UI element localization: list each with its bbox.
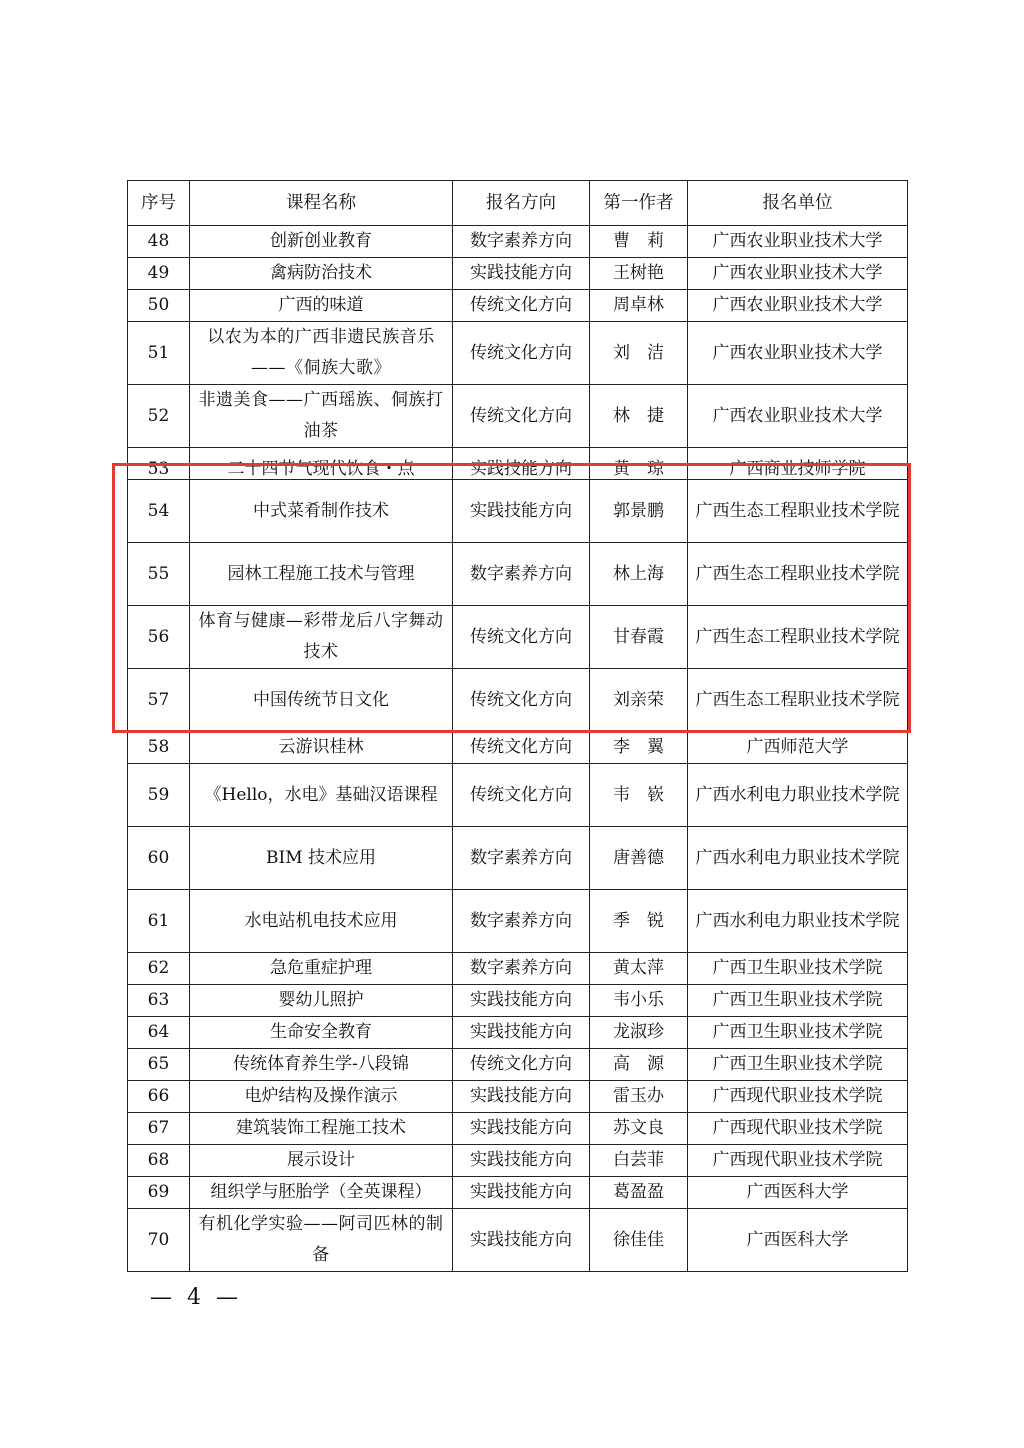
cell-direction: 实践技能方向	[453, 1113, 590, 1145]
cell-no: 65	[128, 1049, 190, 1081]
cell-author: 苏文良	[590, 1113, 688, 1145]
cell-direction: 数字素养方向	[453, 953, 590, 985]
header-direction: 报名方向	[453, 181, 590, 226]
cell-course: 以农为本的广西非遗民族音乐——《侗族大歌》	[190, 322, 453, 385]
cell-author: 徐佳佳	[590, 1209, 688, 1272]
table-row	[128, 1209, 908, 1272]
table-row	[128, 985, 908, 1017]
cell-text: 黄 琼	[613, 459, 664, 479]
cell-course: 广西的味道	[190, 290, 453, 322]
cell-unit	[688, 448, 908, 480]
cell-author: 郭景鹏	[590, 480, 688, 543]
cell-unit: 广西水利电力职业技术学院	[688, 890, 908, 953]
cell-unit: 广西生态工程职业技术学院	[688, 606, 908, 669]
header-author: 第一作者	[590, 181, 688, 226]
table-row	[128, 953, 908, 985]
cell-unit: 广西生态工程职业技术学院	[688, 480, 908, 543]
cell-direction: 数字素养方向	[453, 226, 590, 258]
table-row	[128, 258, 908, 290]
cell-text: 广西商业技师学院	[729, 459, 866, 479]
table-row	[128, 606, 908, 669]
cell-unit: 广西卫生职业技术学院	[688, 953, 908, 985]
cell-unit: 广西农业职业技术大学	[688, 290, 908, 322]
cell-unit: 广西卫生职业技术学院	[688, 1049, 908, 1081]
cell-no: 61	[128, 890, 190, 953]
cell-direction: 传统文化方向	[453, 385, 590, 448]
header-no: 序号	[128, 181, 190, 226]
cell-no: 59	[128, 764, 190, 827]
cell-author: 雷玉办	[590, 1081, 688, 1113]
table-row	[128, 480, 908, 543]
course-table	[127, 180, 908, 1272]
cell-course: 组织学与胚胎学（全英课程）	[190, 1177, 453, 1209]
cell-course: 婴幼儿照护	[190, 985, 453, 1017]
cell-direction: 数字素养方向	[453, 827, 590, 890]
cell-unit: 广西生态工程职业技术学院	[688, 669, 908, 732]
cell-text: 53	[147, 459, 170, 479]
cell-author	[590, 448, 688, 480]
table-row	[128, 669, 908, 732]
cell-course	[190, 448, 453, 480]
cell-author: 唐善德	[590, 827, 688, 890]
cell-direction: 实践技能方向	[453, 1177, 590, 1209]
table-row	[128, 1113, 908, 1145]
cell-author: 黄太萍	[590, 953, 688, 985]
cell-direction: 实践技能方向	[453, 1145, 590, 1177]
cell-course: 电炉结构及操作演示	[190, 1081, 453, 1113]
cell-no: 70	[128, 1209, 190, 1272]
cell-no: 51	[128, 322, 190, 385]
table-row	[128, 226, 908, 258]
table-row	[128, 1017, 908, 1049]
cell-direction: 数字素养方向	[453, 543, 590, 606]
cell-unit: 广西卫生职业技术学院	[688, 985, 908, 1017]
cell-course: 急危重症护理	[190, 953, 453, 985]
page-number: — 4 —	[150, 1285, 242, 1310]
cell-unit: 广西农业职业技术大学	[688, 322, 908, 385]
cell-author: 李 翼	[590, 732, 688, 764]
cell-unit: 广西师范大学	[688, 732, 908, 764]
cell-course: 云游识桂林	[190, 732, 453, 764]
cell-author: 季 锐	[590, 890, 688, 953]
cell-no: 62	[128, 953, 190, 985]
cell-author: 高 源	[590, 1049, 688, 1081]
cell-direction: 实践技能方向	[453, 258, 590, 290]
cell-direction: 实践技能方向	[453, 985, 590, 1017]
cell-author: 刘 洁	[590, 322, 688, 385]
cell-unit: 广西水利电力职业技术学院	[688, 827, 908, 890]
table-row	[128, 764, 908, 827]
cell-author: 白芸菲	[590, 1145, 688, 1177]
cell-no: 60	[128, 827, 190, 890]
cell-no: 68	[128, 1145, 190, 1177]
cell-no: 58	[128, 732, 190, 764]
cell-course: 体育与健康—彩带龙后八字舞动技术	[190, 606, 453, 669]
cell-unit: 广西现代职业技术学院	[688, 1113, 908, 1145]
cell-course: 有机化学实验——阿司匹林的制备	[190, 1209, 453, 1272]
cell-author: 林 捷	[590, 385, 688, 448]
cell-no	[128, 448, 190, 480]
cell-author: 龙淑珍	[590, 1017, 688, 1049]
header-unit: 报名单位	[688, 181, 908, 226]
table-row	[128, 1049, 908, 1081]
table-row	[128, 385, 908, 448]
cell-course: 园林工程施工技术与管理	[190, 543, 453, 606]
cell-no: 67	[128, 1113, 190, 1145]
cell-author: 韦 嵚	[590, 764, 688, 827]
cell-unit: 广西农业职业技术大学	[688, 226, 908, 258]
cell-unit: 广西医科大学	[688, 1209, 908, 1272]
cell-course: 非遗美食——广西瑶族、侗族打油茶	[190, 385, 453, 448]
table-row	[128, 322, 908, 385]
cell-author: 韦小乐	[590, 985, 688, 1017]
cell-no: 54	[128, 480, 190, 543]
cell-text: 实践技能方向	[470, 459, 572, 479]
cell-direction: 实践技能方向	[453, 1209, 590, 1272]
cell-author: 林上海	[590, 543, 688, 606]
header-course: 课程名称	[190, 181, 453, 226]
table-row	[128, 448, 908, 480]
cell-no: 50	[128, 290, 190, 322]
cell-direction	[453, 448, 590, 480]
table-row	[128, 890, 908, 953]
cell-author: 刘亲荣	[590, 669, 688, 732]
table-row	[128, 1145, 908, 1177]
cell-no: 64	[128, 1017, 190, 1049]
cell-no: 48	[128, 226, 190, 258]
cell-course: 《Hello，水电》基础汉语课程	[190, 764, 453, 827]
cell-course: 禽病防治技术	[190, 258, 453, 290]
cell-unit: 广西水利电力职业技术学院	[688, 764, 908, 827]
cell-course: 建筑装饰工程施工技术	[190, 1113, 453, 1145]
cell-unit: 广西农业职业技术大学	[688, 385, 908, 448]
cell-unit: 广西卫生职业技术学院	[688, 1017, 908, 1049]
table-row	[128, 732, 908, 764]
cell-course: BIM 技术应用	[190, 827, 453, 890]
cell-direction: 实践技能方向	[453, 1081, 590, 1113]
cell-text: 二十四节气现代饮食・点	[227, 459, 415, 479]
cell-no: 55	[128, 543, 190, 606]
cell-author: 葛盈盈	[590, 1177, 688, 1209]
cell-unit: 广西现代职业技术学院	[688, 1145, 908, 1177]
cell-course: 生命安全教育	[190, 1017, 453, 1049]
cell-course: 创新创业教育	[190, 226, 453, 258]
cell-direction: 传统文化方向	[453, 732, 590, 764]
cell-author: 王树艳	[590, 258, 688, 290]
table-row	[128, 290, 908, 322]
cell-course: 中国传统节日文化	[190, 669, 453, 732]
cell-no: 63	[128, 985, 190, 1017]
cell-course: 水电站机电技术应用	[190, 890, 453, 953]
cell-no: 69	[128, 1177, 190, 1209]
cell-author: 甘春霞	[590, 606, 688, 669]
cell-unit: 广西现代职业技术学院	[688, 1081, 908, 1113]
cell-direction: 传统文化方向	[453, 322, 590, 385]
cell-no: 56	[128, 606, 190, 669]
cell-direction: 实践技能方向	[453, 1017, 590, 1049]
cell-no: 49	[128, 258, 190, 290]
cell-direction: 实践技能方向	[453, 480, 590, 543]
cell-course: 展示设计	[190, 1145, 453, 1177]
cell-course: 传统体育养生学-八段锦	[190, 1049, 453, 1081]
cell-course: 中式菜肴制作技术	[190, 480, 453, 543]
cell-direction: 传统文化方向	[453, 764, 590, 827]
cell-no: 57	[128, 669, 190, 732]
cell-unit: 广西医科大学	[688, 1177, 908, 1209]
cell-author: 曹 莉	[590, 226, 688, 258]
cell-direction: 传统文化方向	[453, 1049, 590, 1081]
cell-unit: 广西生态工程职业技术学院	[688, 543, 908, 606]
cell-direction: 传统文化方向	[453, 669, 590, 732]
cell-author: 周卓林	[590, 290, 688, 322]
table-row	[128, 827, 908, 890]
cell-unit: 广西农业职业技术大学	[688, 258, 908, 290]
table-header-row	[128, 181, 908, 226]
cell-direction: 传统文化方向	[453, 290, 590, 322]
table-row	[128, 543, 908, 606]
cell-no: 66	[128, 1081, 190, 1113]
cell-direction: 数字素养方向	[453, 890, 590, 953]
cell-no: 52	[128, 385, 190, 448]
cell-direction: 传统文化方向	[453, 606, 590, 669]
table-row	[128, 1177, 908, 1209]
table-row	[128, 1081, 908, 1113]
